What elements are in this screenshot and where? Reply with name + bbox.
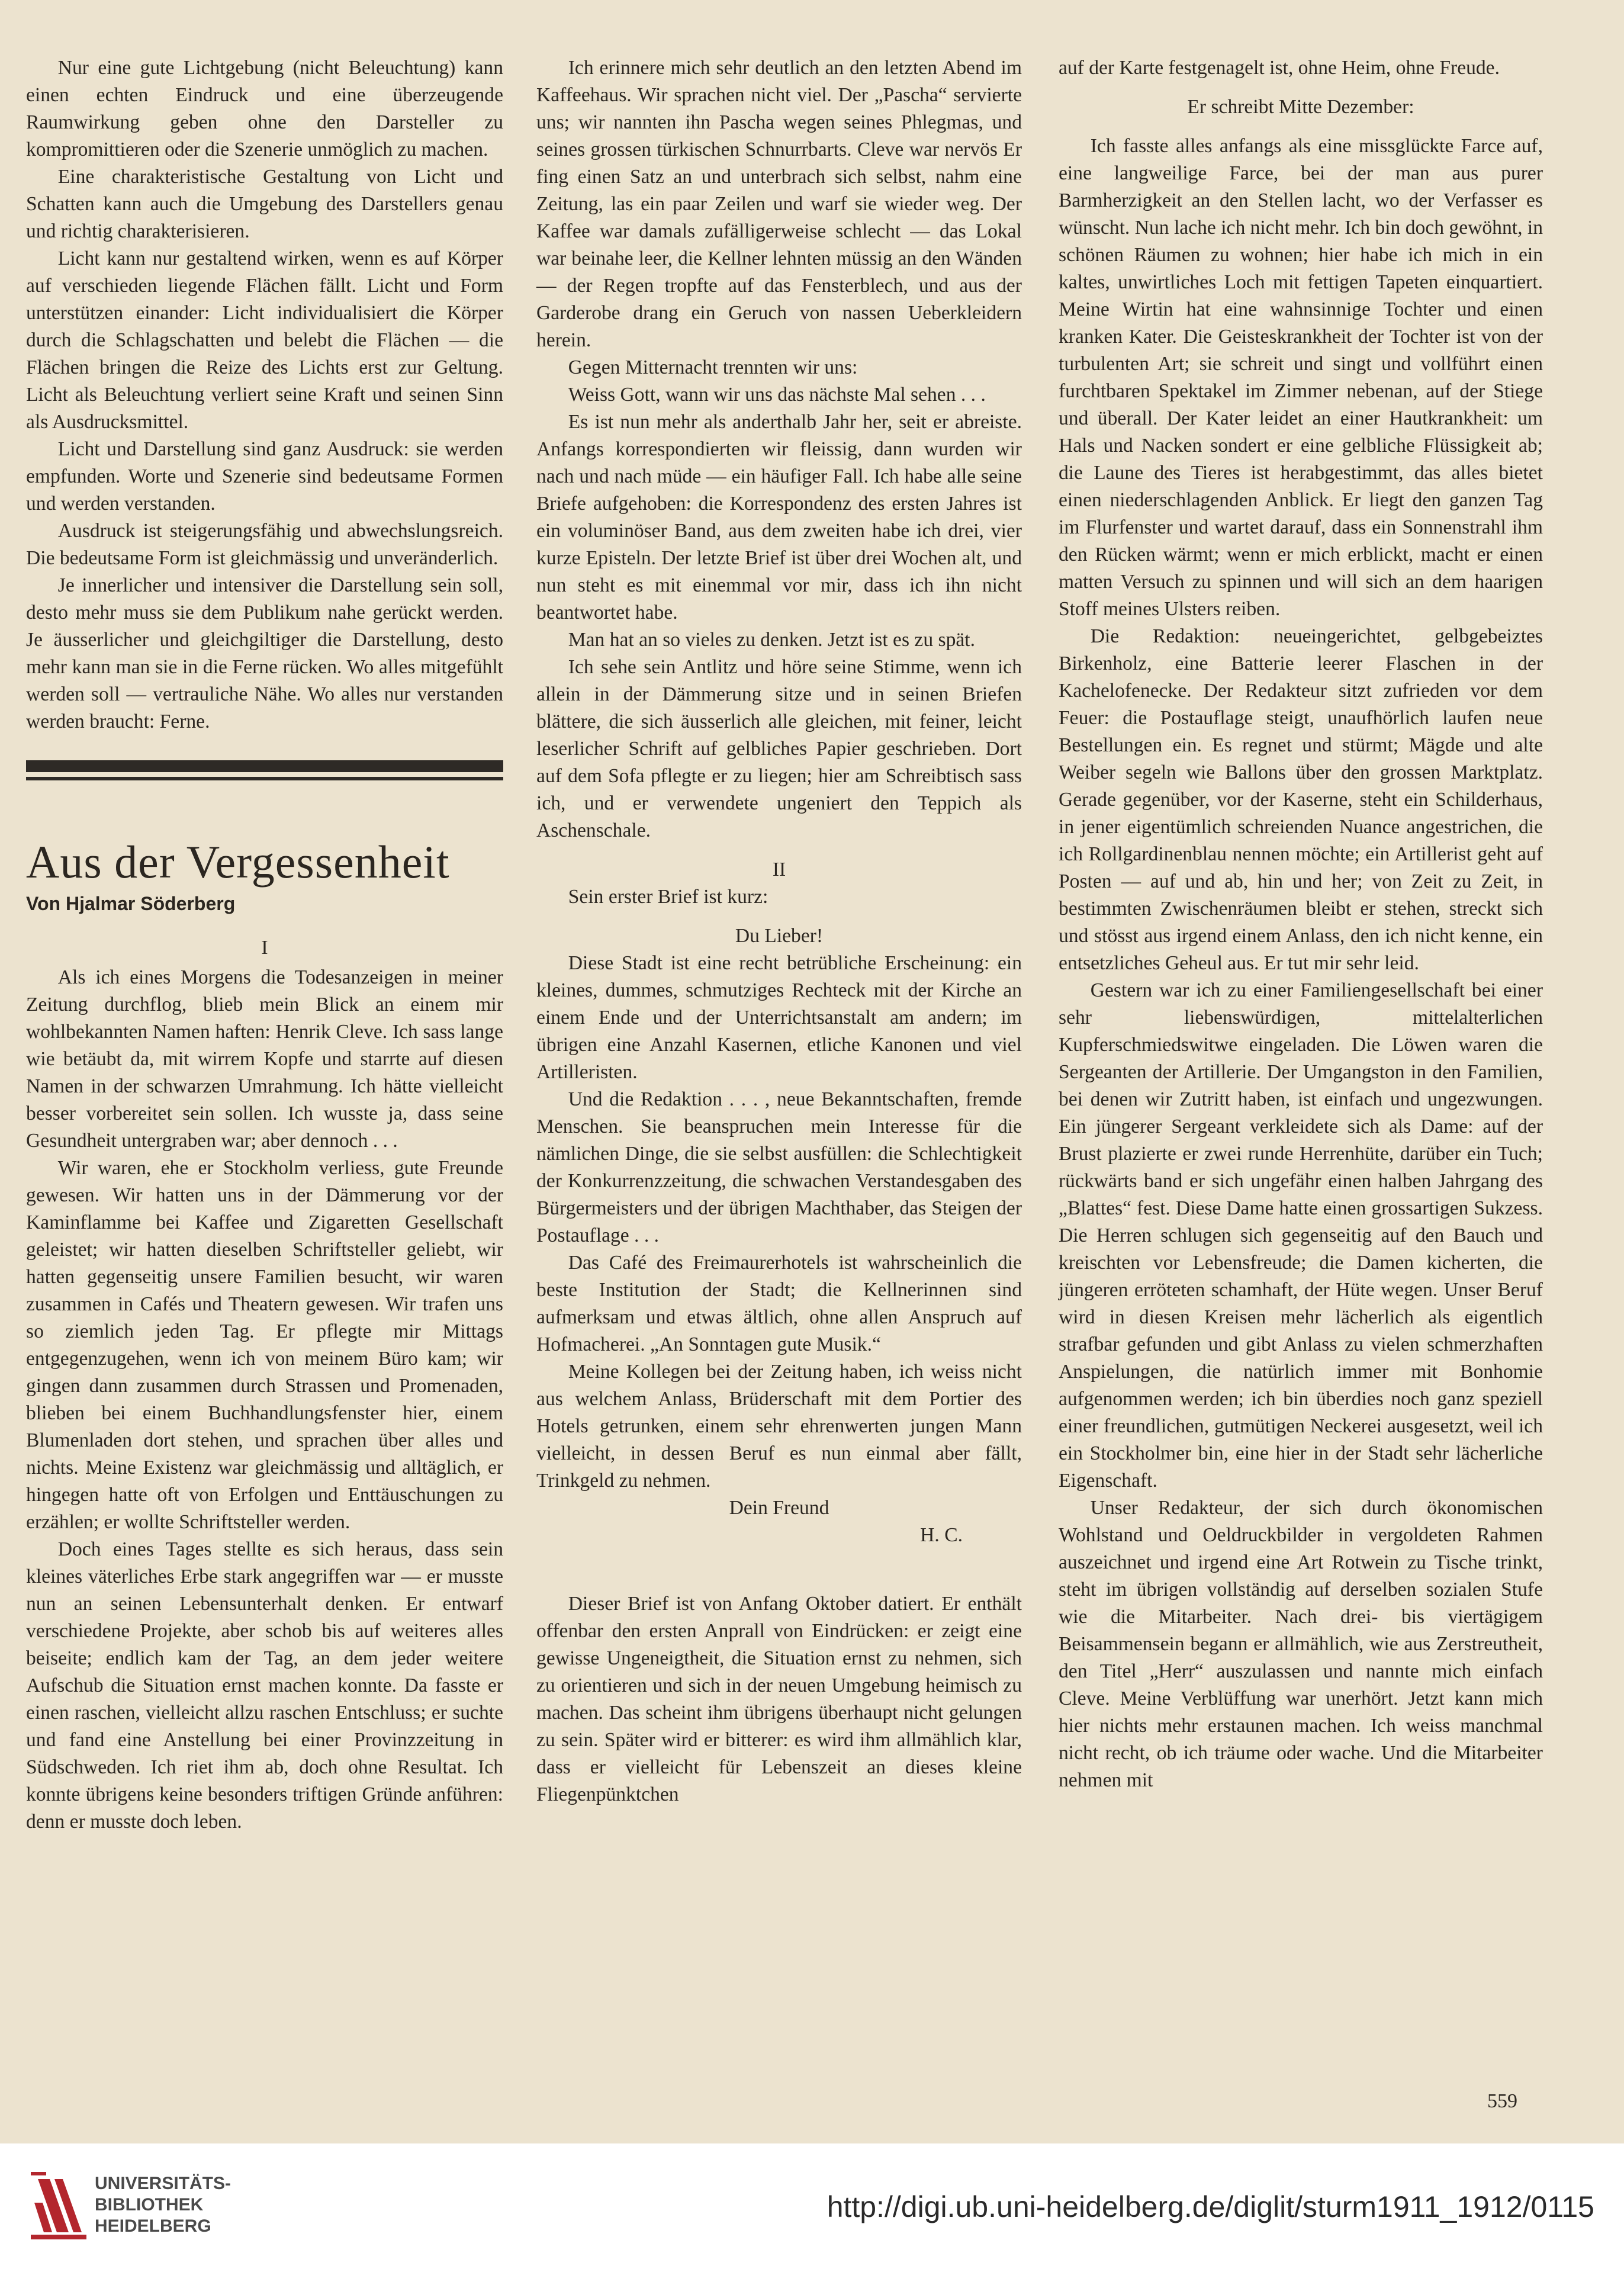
column-2 xyxy=(536,54,1022,1808)
paragraph: Licht kann nur gestaltend wirken, wenn es auf Körper auf verschieden liegende Flächen fällt. Licht und Form unterstützen einander: Licht individualisiert die Körper durch die Schlagschatten und belebt die Flächen — die Flächen bringen die Reize des Lichts erst zur Geltung. Licht als Beleuchtung verliert seine Kraft und seinen Sinn als Ausdrucksmittel. xyxy=(26,248,503,433)
paragraph: Sein erster Brief ist kurz: xyxy=(568,886,768,908)
paragraph: Ich erinnere mich sehr deutlich an den letzten Abend im Kaffeehaus. Wir sprachen nicht viel. Der „Pascha“ servierte uns; wir nannten ihn Pascha wegen seines Phlegmas, und seines grossen türkischen Schnurrbarts. Cleve war nervös Er fing einen Satz an und unterbrach sich selbst, nahm eine Zeitung, las ein paar Zeilen und warf sie wieder weg. Der Kaffee war damals zufälligerweise schlecht — das Lokal war beinahe leer, die Kellner lehnten müssig an den Wänden — der Regen tropfte auf das Fensterblech, und aus der Garderobe drang ein Geruch von nassen Ueberkleidern herein. xyxy=(536,57,1022,351)
paragraph: Und die Redaktion . . . , neue Bekanntschaften, fremde Menschen. Sie beanspruchen mein Interesse für die nämlichen Dinge, die sie selbst ausfüllen: die Schlechtigkeit der Konkurrenzzeitung, die schwachen Verstandesgaben des Bürgermeisters und der übrigen Machthaber, das Steigen der Postauflage . . . xyxy=(536,1088,1022,1246)
paragraph: Wir waren, ehe er Stockholm verliess, gute Freunde gewesen. Wir hatten uns in der Dämmerung vor der Kaminflamme bei Kaffee und Zigaretten Gesellschaft geleistet; wir hatten dieselben Schriftsteller geliebt, wir hatten gegenseitig unsere Familien besucht, wir waren zusammen in Cafés und Theatern gewesen. Wir trafen uns so ziemlich jeden Tag. Er pflegte mir Mittags entgegenzugehen, wenn ich von meinem Büro kam; wir gingen dann zusammen durch Strassen und Promenaden, blieben bei einem Buchhandlungsfenster hier, einem Blumenladen dort stehen, und sprachen über alles und nichts. Meine Existenz war gleichmässig und alltäglich, er hingegen hatte oft von Erfolgen und Enttäuschungen zu erzählen; er wollte Schriftsteller werden. xyxy=(26,1157,503,1533)
paragraph: Meine Kollegen bei der Zeitung haben, ich weiss nicht aus welchem Anlass, Brüderschaft mit dem Portier des Hotels getrunken, einem sehr ehrenwerten jungen Mann vielleicht, in dessen Beruf es nun einmal aber fällt, Trinkgeld zu nehmen. xyxy=(536,1361,1022,1492)
paragraph: Die Redaktion: neueingerichtet, gelbgebeiztes Birkenholz, eine Batterie leerer Flaschen in der Kachelofenecke. Der Redakteur sitzt zufrieden vor dem Feuer: die Postauflage steigt, unaufhörlich laufen neue Bestellungen ein. Es regnet und stürmt; Mägde und alte Weiber segeln wie Ballons über den grossen Marktplatz. Gerade gegenüber, vor der Kaserne, steht ein Schilderhaus, in jener eigentümlich schreienden Nuance angestrichen, die ich Rollgardinenblau nennen möchte; ein Artillerist geht auf Posten — auf und ab, hin und her; von Zeit zu Zeit, in bestimmten Zwischenräumen bleibt er stehen, streckt sich und stösst aus irgend einem Anlass, den ich nicht kenne, ein entsetzliches Geheul aus. Er tut mir sehr leid. xyxy=(1059,625,1543,974)
paragraph: Weiss Gott, wann wir uns das nächste Mal sehen . . . xyxy=(568,384,986,406)
section-divider xyxy=(26,760,503,772)
paragraph: Das Café des Freimaurerhotels ist wahrscheinlich die beste Institution der Stadt; die Kellnerinnen sind aufmerksam und etwas ältlich, ohne allen Anspruch auf Hofmacherei. „An Sonntagen gute Musik.“ xyxy=(536,1252,1022,1355)
part-number: I xyxy=(261,937,268,959)
library-name xyxy=(95,2173,231,2237)
part-number: II xyxy=(772,859,786,880)
paragraph: Eine charakteristische Gestaltung von Licht und Schatten kann auch die Umgebung des Darstellers genau und richtig charakterisieren. xyxy=(26,166,503,242)
column-3 xyxy=(1059,54,1543,1794)
paragraph: Als ich eines Morgens die Todesanzeigen in meiner Zeitung durchflog, blieb mein Blick an einem mir wohlbekannten Namen haften: Henrik Cleve. Ich sass lange wie betäubt da, mit wirrem Kopfe und starrte auf diesen Namen in der schwarzen Umrahmung. Ich hätte vielleicht besser vorbereitet sein sollen. Ich wusste ja, dass seine Gesundheit untergraben war; aber dennoch . . . xyxy=(26,966,503,1152)
library-name-line: HEIDELBERG xyxy=(95,2216,211,2236)
letter-signature: H. C. xyxy=(920,1524,963,1546)
paragraph: Doch eines Tages stellte es sich heraus, dass sein kleines väterliches Erbe stark angegriffen war — er musste nun an seinen Lebensunterhalt denken. Er entwarf verschiedene Projekte, aber schob bis auf weiteres alles beiseite; endlich kam der Tag, an dem jeder weitere Aufschub die Situation ernst machen konnte. Da fasste er einen raschen, vielleicht allzu raschen Entschluss; er suchte und fand eine Anstellung bei einer Provinzzeitung in Südschweden. Ich riet ihm ab, doch ohne Resultat. Ich konnte übrigens keine besonders triftigen Gründe anführen: denn er musste doch leben. xyxy=(26,1538,503,1833)
paragraph: Ich sehe sein Antlitz und höre seine Stimme, wenn ich allein in der Dämmerung sitze und in seinen Briefen blättere, die sich äusserlich alle gleichen, mit feiner, leicht leserlicher Schrift auf gelbliches Papier geschrieben. Dort auf dem Sofa pflegte er zu liegen; hier am Schreibtisch sass ich, und er verwendete ungeniert den Teppich als Aschenschale. xyxy=(536,656,1022,841)
paragraph: Er schreibt Mitte Dezember: xyxy=(1187,96,1414,118)
article-byline: Von Hjalmar Söderberg xyxy=(26,893,236,914)
paragraph: Nur eine gute Lichtgebung (nicht Beleuchtung) kann einen echten Eindruck und eine überzeugende Raumwirkung geben ohne den Darsteller zu kompromittieren oder die Szenerie unmöglich zu machen. xyxy=(26,57,503,160)
letter-salutation: Du Lieber! xyxy=(735,925,824,947)
library-name-line: UNIVERSITÄTS- xyxy=(95,2174,231,2193)
paragraph: auf der Karte festgenagelt ist, ohne Heim, ohne Freude. xyxy=(1059,57,1500,79)
page-number: 559 xyxy=(1487,2090,1517,2112)
library-name-line: BIBLIOTHEK xyxy=(95,2195,204,2215)
paragraph: Es ist nun mehr als anderthalb Jahr her, seit er abreiste. Anfangs korrespondierten wir fleissig, dann wurden wir nach und nach müde — ein häufiger Fall. Ich habe alle seine Briefe aufgehoben: die Korrespondenz des ersten Jahres ist ein voluminöser Band, aus dem zweiten habe ich drei, vier kurze Episteln. Der letzte Brief ist über drei Wochen alt, und nun steht es mit einemmal vor mir, dass ich ihn nicht beantwortet habe. xyxy=(536,411,1022,624)
letter-closing: Dein Freund xyxy=(729,1497,829,1519)
section-divider-thin xyxy=(26,777,503,780)
paragraph: Diese Stadt ist eine recht betrübliche Erscheinung: ein kleines, dummes, schmutziges Rechteck mit der Kirche an einem Ende und der Unterrichtsanstalt am andern; im übrigen eine Anzahl Kasernen, etliche Kanonen und viel Artilleristen. xyxy=(536,952,1022,1083)
column-1 xyxy=(26,54,503,1836)
paragraph: Licht und Darstellung sind ganz Ausdruck: sie werden empfunden. Worte und Szenerie sind bedeutsame Formen und werden verstanden. xyxy=(26,438,503,515)
paragraph: Gegen Mitternacht trennten wir uns: xyxy=(568,356,858,378)
paragraph: Dieser Brief ist von Anfang Oktober datiert. Er enthält offenbar den ersten Anprall von Eindrücken: er zeigt eine gewisse Ungeneigtheit, die Situation ernst zu nehmen, sich zu orientieren und sich in der neuen Umgebung heimisch zu machen. Das scheint ihm übrigens überhaupt nicht gelungen zu sein. Später wird er bitterer: es wird ihm allmählich klar, dass er vielleicht für Lebenszeit an dieses kleine Fliegenpünktchen xyxy=(536,1593,1022,1805)
paragraph: Man hat an so vieles zu denken. Jetzt ist es zu spät. xyxy=(568,629,975,651)
source-url-link[interactable]: http://digi.ub.uni-heidelberg.de/diglit/sturm1911_1912/0115 xyxy=(827,2190,1594,2223)
paragraph: Unser Redakteur, der sich durch ökonomischen Wohlstand und Oeldruckbilder in vergoldeten Rahmen auszeichnet und irgend eine Art Rotwein zu Tische trinkt, steht im übrigen vollständig auf derselben sozialen Stufe wie die Mitarbeiter. Nach drei- bis viertägigem Beisammensein begann er allmählich, wie aus Zerstreutheit, den Titel „Herr“ auszulassen und nannte mich einfach Cleve. Meine Verblüffung war unerhört. Jetzt kann mich hier nichts mehr erstaunen machen. Ich weiss manchmal nicht recht, ob ich träume oder wache. Und die Mitarbeiter nehmen mit xyxy=(1059,1497,1543,1791)
paragraph: Je innerlicher und intensiver die Darstellung sein soll, desto mehr muss sie dem Publikum nahe gerückt werden. Je äusserlicher und gleichgiltiger die Darstellung, desto mehr kann man sie in die Ferne rücken. Wo alles mitgefühlt werden soll — vertrauliche Nähe. Wo alles nur verstanden werden braucht: Ferne. xyxy=(26,574,503,732)
paragraph: Ausdruck ist steigerungsfähig und abwechslungsreich. Die bedeutsame Form ist gleichmässig und unveränderlich. xyxy=(26,520,503,569)
footer-bar xyxy=(0,2143,1624,2269)
paragraph: Ich fasste alles anfangs als eine missglückte Farce auf, eine langweilige Farce, bei der man aus purer Barmherzigkeit an den Stellen lacht, wo der Verfasser es wünscht. Nun lache ich nicht mehr. Ich bin doch gewöhnt, in schönen Räumen zu wohnen; hier habe ich mich in ein kaltes, unwirtliches Loch mit fettigen Tapeten einquartiert. Meine Wirtin hat eine wahnsinnige Tochter und einen kranken Kater. Die Geisteskrankheit der Tochter ist von der turbulenten Art; sie schreit und singt und vollführt einen furchtbaren Spektakel im Zimmer nebenan, auf der Stiege und überall. Der Kater leidet an einer Hautkrankheit: um Hals und Nacken sondert er eine gelbliche Flüssigkeit ab; die Laune des Tieres ist herabgestimmt, das alles bietet einen niederschlagenden Anblick. Er liegt den ganzen Tag im Flurfenster und wartet darauf, dass ein Sonnenstrahl ihm den Rücken wärmt; wenn er mich erblickt, macht er einen matten Versuch zu spinnen und will sich an dem haarigen Stoff meines Ulsters reiben. xyxy=(1059,135,1543,620)
article-title: Aus der Vergessenheit xyxy=(26,836,450,888)
university-logo-icon xyxy=(26,2167,91,2244)
paragraph: Gestern war ich zu einer Familiengesellschaft bei einer sehr liebenswürdigen, mittelalterlichen Kupferschmiedswitwe eingeladen. Die Löwen waren die Sergeanten der Artillerie. Der Umgangston in den Familien, bei denen wir Zutritt haben, ist einfach und ungezwungen. Ein jüngerer Sergeant verkleidete sich als Dame: auf der Brust plazierte er zwei runde Herrenhüte, darüber ein Tuch; rückwärts band er sich ungefähr einen halben Jahrgang des „Blattes“ fest. Diese Dame hatte einen grossartigen Sukzess. Die Herren schlugen sich gegenseitig auf den Bauch und kreischten vor Lebensfreude; die Damen kicherten, die jüngeren erröteten schamhaft, der Hüte wegen. Unser Beruf wird in diesen Kreisen mehr lächerlich als eigentlich strafbar gefunden und gibt Anlass zu vielen schmerzhaften Anspielungen, die natürlich immer mit Bonhomie aufgenommen werden; ich bin überdies noch ganz speziell einer freundlichen, gutmütigen Neckerei ausgesetzt, weil ich ein Stockholmer bin, eine hier in der Stadt sehr lächerliche Eigenschaft. xyxy=(1059,979,1543,1492)
